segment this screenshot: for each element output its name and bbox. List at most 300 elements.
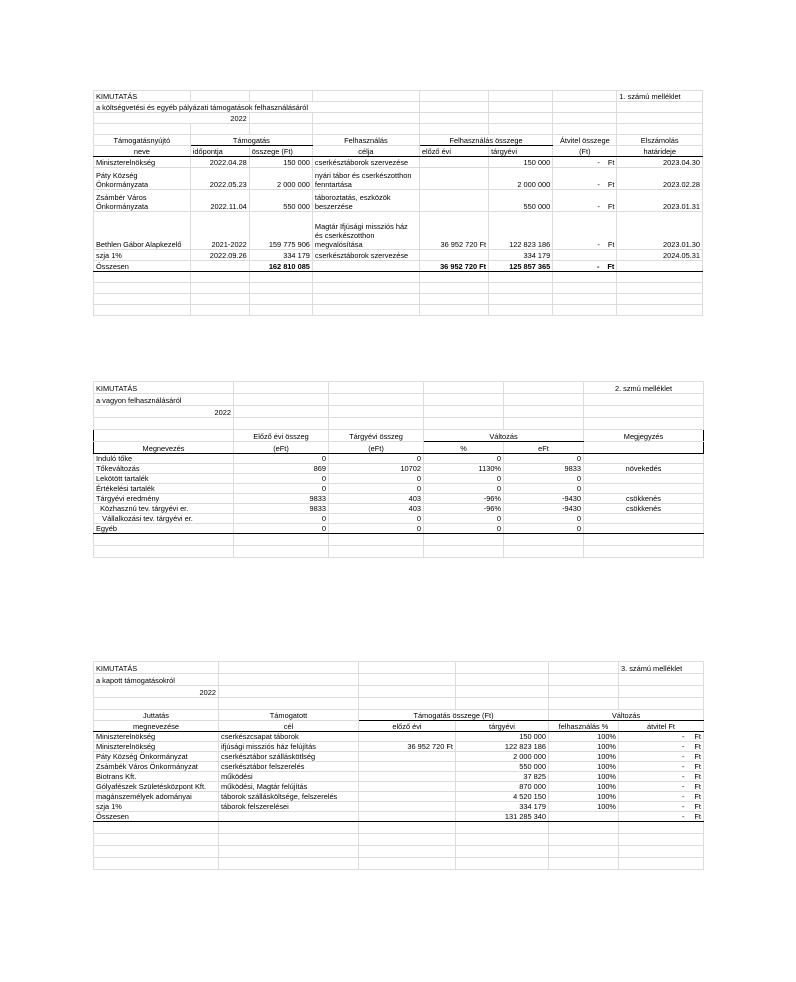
- table-cell: 37 825: [456, 772, 549, 782]
- table-cell: [584, 442, 704, 454]
- table-cell: [619, 686, 704, 698]
- t1-title: KIMUTATÁS: [94, 91, 191, 102]
- table-cell: [234, 534, 329, 546]
- table-cell: [617, 113, 703, 124]
- table-cell: 150 000: [456, 732, 549, 742]
- table-cell: [359, 858, 456, 870]
- table-cell: [219, 686, 359, 698]
- table-cell: [489, 294, 553, 305]
- table-row: [94, 406, 704, 418]
- table-row: [94, 305, 703, 316]
- table-cell: [504, 406, 584, 418]
- table-cell: 0: [329, 484, 424, 494]
- t2-h-note: Megjegyzés: [584, 430, 704, 442]
- table-cell: [312, 283, 419, 294]
- table-cell: [619, 762, 704, 772]
- t1-attachment: 1. számú melléklet: [617, 91, 703, 102]
- table-tamogatasok: [93, 90, 703, 316]
- table-cell: 9833: [234, 504, 329, 514]
- cell-text: -: [597, 158, 600, 167]
- table-cell: [190, 294, 249, 305]
- table-cell: [619, 792, 704, 802]
- table-row: [94, 698, 704, 710]
- table-cell: 403: [329, 494, 424, 504]
- table-cell: 100%: [549, 762, 619, 772]
- cell-text: Ft: [607, 262, 615, 271]
- table-cell: [553, 102, 617, 113]
- table-row: [94, 710, 704, 721]
- table-cell: 550 000: [249, 190, 312, 212]
- table-cell: [249, 113, 312, 124]
- table-cell: [489, 305, 553, 316]
- table-cell: [617, 294, 703, 305]
- table-cell: cserkésztáborok szervezése: [312, 157, 419, 168]
- table-cell: 159 775 906: [249, 212, 312, 250]
- table-cell: [94, 858, 219, 870]
- table-cell: [190, 283, 249, 294]
- table-row: [94, 157, 703, 168]
- table-row: [94, 732, 704, 742]
- table-cell: [424, 394, 504, 406]
- table-cell: 2022.05.23: [190, 168, 249, 190]
- table-cell: 9833: [504, 464, 584, 474]
- t1-h-deadline: határideje: [617, 146, 703, 157]
- t1-h-name: neve: [94, 146, 191, 157]
- table-cell: [489, 113, 553, 124]
- cell-text: -: [681, 812, 685, 821]
- table-cell: [584, 394, 704, 406]
- table-cell: [553, 113, 617, 124]
- table-cell: [219, 846, 359, 858]
- table-cell: [619, 732, 704, 742]
- table-cell: 0: [504, 524, 584, 534]
- table-cell: [619, 782, 704, 792]
- table-cell: Közhasznú tev. tárgyévi er.: [94, 504, 234, 514]
- table-cell: 2022.04.28: [190, 157, 249, 168]
- table-row: [94, 514, 704, 524]
- table-row: [94, 382, 704, 394]
- table-cell: 100%: [549, 732, 619, 742]
- table-cell: [94, 546, 234, 558]
- table-cell: [504, 534, 584, 546]
- table-cell: [329, 406, 424, 418]
- table-cell: [249, 272, 312, 283]
- table-cell: 100%: [549, 742, 619, 752]
- table-cell: [359, 822, 456, 834]
- table-cell: [549, 674, 619, 686]
- table-cell: [234, 406, 329, 418]
- table-row: [94, 858, 704, 870]
- table-cell: 2023.02.28: [617, 168, 703, 190]
- table-cell: [553, 283, 617, 294]
- table-cell: [619, 822, 704, 834]
- table-cell: 100%: [549, 782, 619, 792]
- t3-h-change: Változás: [549, 710, 704, 721]
- table-vagyon: [93, 381, 704, 558]
- table-row: [94, 686, 704, 698]
- table-cell: [94, 418, 234, 430]
- cell-text: -: [681, 782, 685, 791]
- total-row: [94, 261, 703, 272]
- table-cell: 334 179: [489, 250, 553, 261]
- table-cell: [249, 305, 312, 316]
- table-cell: 150 000: [489, 157, 553, 168]
- table-cell: [504, 382, 584, 394]
- cell-text: -: [681, 772, 685, 781]
- t3-attachment: 3. számú melléklet: [619, 662, 704, 674]
- table-row: [94, 772, 704, 782]
- t3-title: KIMUTATÁS: [94, 662, 219, 674]
- table-cell: [456, 698, 549, 710]
- table-cell: [94, 698, 219, 710]
- table-cell: [617, 102, 703, 113]
- table-cell: Zsámbér Város Önkormányzata: [94, 190, 191, 212]
- table-cell: 100%: [549, 802, 619, 812]
- t3-h-grant-name: megnevezése: [94, 721, 219, 732]
- cell-text: Ft: [607, 158, 615, 167]
- table-cell: [549, 846, 619, 858]
- table-cell: 100%: [549, 752, 619, 762]
- table-cell: [312, 91, 419, 102]
- table-cell: Vállalkozási tev. tárgyévi er.: [94, 514, 234, 524]
- t3-h-prev: előző évi: [359, 721, 456, 732]
- table-cell: [456, 846, 549, 858]
- table-cell: [619, 802, 704, 812]
- table-cell: [619, 752, 704, 762]
- cell-text: Ft: [607, 240, 615, 249]
- table-cell: 0: [424, 454, 504, 464]
- table-row: [94, 721, 704, 732]
- table-cell: [617, 272, 703, 283]
- table-cell: [553, 272, 617, 283]
- table-cell: 162 810 085: [249, 261, 312, 272]
- cell-text: Ft: [694, 752, 701, 761]
- t2-subtitle: a vagyon felhasználásáról: [94, 394, 234, 406]
- t3-h-transfer: átvitel Ft: [619, 721, 704, 732]
- table-cell: cserkésztáborok szervezése: [312, 250, 419, 261]
- table-cell: 0: [234, 474, 329, 484]
- table-cell: [456, 662, 549, 674]
- table-cell: 0: [329, 454, 424, 464]
- table-cell: [553, 190, 617, 212]
- table-cell: 0: [424, 484, 504, 494]
- table-cell: [419, 250, 488, 261]
- cell-text: Ft: [607, 202, 615, 211]
- table-row: [94, 135, 703, 146]
- t2-h-curr-unit: (eFt): [329, 442, 424, 454]
- table-cell: [359, 686, 456, 698]
- table-cell: [553, 168, 617, 190]
- table-cell: [549, 662, 619, 674]
- table-cell: 0: [504, 454, 584, 464]
- table-row: [94, 394, 704, 406]
- table-cell: [419, 272, 488, 283]
- table-row: [94, 146, 703, 157]
- table-cell: [617, 305, 703, 316]
- table-row: [94, 250, 703, 261]
- cell-text: Ft: [694, 802, 701, 811]
- cell-text: -: [681, 802, 685, 811]
- table-row: [94, 484, 704, 494]
- table-cell: [553, 124, 617, 135]
- table-cell: csökkenés: [584, 504, 704, 514]
- table-cell: 0: [329, 524, 424, 534]
- t2-h-curr: Tárgyévi összeg: [329, 430, 424, 442]
- table-cell: [312, 102, 419, 113]
- table-cell: [419, 283, 488, 294]
- table-cell: [219, 812, 359, 822]
- table-cell: szja 1%: [94, 802, 219, 812]
- table-cell: Miniszterelnökség: [94, 732, 219, 742]
- table-cell: [94, 272, 191, 283]
- t3-h-pct: felhasználás %: [549, 721, 619, 732]
- table-row: [94, 294, 703, 305]
- table-cell: [219, 858, 359, 870]
- cell-text: -: [681, 752, 685, 761]
- table-cell: Összesen: [94, 812, 219, 822]
- table-cell: [312, 124, 419, 135]
- table-cell: [419, 113, 488, 124]
- table-cell: Magtár Ifjúsági missziós ház és cserkészotthon megvalósítása: [312, 212, 419, 250]
- total-row: [94, 812, 704, 822]
- table-cell: [619, 858, 704, 870]
- table-cell: 36 952 720 Ft: [419, 212, 488, 250]
- table-cell: [419, 305, 488, 316]
- table-cell: [553, 294, 617, 305]
- table-cell: [584, 524, 704, 534]
- table-cell: 1130%: [424, 464, 504, 474]
- table-cell: -9430: [504, 504, 584, 514]
- table-cell: 2 000 000: [249, 168, 312, 190]
- table-cell: [94, 124, 191, 135]
- table-cell: [219, 662, 359, 674]
- table-cell: [359, 782, 456, 792]
- table-cell: Biotrans Kft.: [94, 772, 219, 782]
- table-cell: [359, 762, 456, 772]
- t1-year: 2022: [94, 113, 250, 124]
- table-cell: [94, 283, 191, 294]
- table-cell: nyári tábor és cserkészotthon fenntartása: [312, 168, 419, 190]
- table-row: [94, 430, 704, 442]
- table-cell: [617, 124, 703, 135]
- table-cell: [219, 834, 359, 846]
- cell-text: -: [597, 202, 600, 211]
- table-cell: szja 1%: [94, 250, 191, 261]
- cell-text: -: [681, 742, 685, 751]
- cell-text: -: [681, 762, 685, 771]
- table-cell: [489, 283, 553, 294]
- table-cell: [190, 261, 249, 272]
- table-cell: [94, 430, 234, 442]
- table-cell: működési: [219, 772, 359, 782]
- table-cell: 2022.11.04: [190, 190, 249, 212]
- table-row: [94, 752, 704, 762]
- table-cell: [619, 846, 704, 858]
- table-cell: [619, 698, 704, 710]
- table-cell: [553, 250, 617, 261]
- table-cell: [617, 283, 703, 294]
- t3-h-curr: tárgyévi: [456, 721, 549, 732]
- table-cell: 550 000: [456, 762, 549, 772]
- table-cell: Bethlen Gábor Alapkezelő: [94, 212, 191, 250]
- table-cell: 2021-2022: [190, 212, 249, 250]
- t2-h-eft: eFt: [504, 442, 584, 454]
- t1-h-prev: előző évi: [419, 146, 488, 157]
- table-cell: 0: [424, 474, 504, 484]
- table-cell: [329, 394, 424, 406]
- table-cell: [553, 261, 617, 272]
- table-cell: [504, 546, 584, 558]
- table-cell: [190, 272, 249, 283]
- table-cell: [190, 91, 249, 102]
- table-cell: 0: [234, 524, 329, 534]
- table-cell: [249, 124, 312, 135]
- table-cell: 125 857 365: [489, 261, 553, 272]
- cell-text: Ft: [694, 812, 701, 821]
- table-cell: [549, 686, 619, 698]
- table-cell: [584, 418, 704, 430]
- table-cell: [419, 168, 488, 190]
- table-cell: [312, 113, 419, 124]
- table-cell: Induló tőke: [94, 454, 234, 464]
- table-cell: [219, 674, 359, 686]
- table-cell: 0: [424, 514, 504, 524]
- table-cell: [312, 261, 419, 272]
- table-row: [94, 474, 704, 484]
- t2-h-prev: Előző évi összeg: [234, 430, 329, 442]
- t1-h-date: időpontja: [190, 146, 249, 157]
- table-cell: cserkészcsapat táborok: [219, 732, 359, 742]
- table-cell: 36 952 720 Ft: [359, 742, 456, 752]
- table-row: [94, 674, 704, 686]
- t3-year: 2022: [94, 686, 219, 698]
- table-cell: [249, 91, 312, 102]
- table-row: [94, 524, 704, 534]
- table-cell: [94, 534, 234, 546]
- t2-h-prev-unit: (eFt): [234, 442, 329, 454]
- table-cell: [553, 91, 617, 102]
- table-row: [94, 283, 703, 294]
- table-cell: [489, 91, 553, 102]
- table-cell: [584, 484, 704, 494]
- table-cell: [234, 546, 329, 558]
- table-row: [94, 846, 704, 858]
- t1-h-settlement: Elszámolás: [617, 135, 703, 146]
- table-row: [94, 91, 703, 102]
- table-cell: 10702: [329, 464, 424, 474]
- table-cell: csökkenés: [584, 494, 704, 504]
- t2-attachment: 2. szmú melléklet: [584, 382, 704, 394]
- table-cell: 2 000 000: [489, 168, 553, 190]
- t1-h-amount: összege (Ft): [249, 146, 312, 157]
- table-cell: 100%: [549, 792, 619, 802]
- table-cell: [419, 91, 488, 102]
- cell-text: -: [596, 262, 600, 271]
- table-cell: [489, 272, 553, 283]
- table-cell: 122 823 186: [456, 742, 549, 752]
- table-cell: 2023.04.30: [617, 157, 703, 168]
- cell-text: -: [597, 240, 600, 249]
- table-cell: Miniszterelnökség: [94, 742, 219, 752]
- table-cell: 0: [329, 474, 424, 484]
- table-row: [94, 454, 704, 464]
- table-cell: 870 000: [456, 782, 549, 792]
- cell-text: -: [597, 180, 600, 189]
- t1-subtitle: a költségvetési és egyéb pályázati támogatások felhasználásáról: [94, 102, 313, 113]
- table-row: [94, 102, 703, 113]
- table-row: [94, 113, 703, 124]
- table-row: [94, 534, 704, 546]
- t2-title: KIMUTATÁS: [94, 382, 234, 394]
- t1-h-curr: tárgyévi: [489, 146, 553, 157]
- table-cell: táboroztatás, eszközök beszerzése: [312, 190, 419, 212]
- t1-h-usage-amount: Felhasználás összege: [419, 135, 552, 146]
- table-cell: 2023.01.31: [617, 190, 703, 212]
- table-cell: 334 179: [249, 250, 312, 261]
- table-cell: [456, 674, 549, 686]
- table-cell: [489, 102, 553, 113]
- table-cell: Tárgyévi eredmény: [94, 494, 234, 504]
- table-cell: [553, 157, 617, 168]
- table-cell: [359, 834, 456, 846]
- cell-text: -: [681, 792, 685, 801]
- table-cell: 4 520 150: [456, 792, 549, 802]
- table-cell: 0: [234, 454, 329, 464]
- table-row: [94, 834, 704, 846]
- table-row: [94, 418, 704, 430]
- table-cell: [94, 846, 219, 858]
- table-cell: 2022.09.26: [190, 250, 249, 261]
- table-cell: [584, 546, 704, 558]
- table-cell: Egyéb: [94, 524, 234, 534]
- table-cell: [329, 534, 424, 546]
- table-row: [94, 802, 704, 812]
- table-cell: 131 285 340: [456, 812, 549, 822]
- table-cell: 36 952 720 Ft: [419, 261, 488, 272]
- table-row: [94, 742, 704, 752]
- table-cell: 2 000 000: [456, 752, 549, 762]
- table-cell: 150 000: [249, 157, 312, 168]
- table-cell: [219, 698, 359, 710]
- table-cell: [619, 834, 704, 846]
- table-cell: [94, 294, 191, 305]
- table-cell: [249, 283, 312, 294]
- table-cell: ifjúsági missziós ház felújítás: [219, 742, 359, 752]
- table-row: [94, 442, 704, 454]
- table-cell: táborok szállásköltsége, felszerelés: [219, 792, 359, 802]
- table-cell: 0: [329, 514, 424, 524]
- t3-h-goal: Támogatott: [219, 710, 359, 721]
- t1-h-support: Támogatás: [190, 135, 312, 146]
- table-cell: [424, 382, 504, 394]
- t2-h-name: Megnevezés: [94, 442, 234, 454]
- t3-subtitle: a kapott támogatásokról: [94, 674, 219, 686]
- table-cell: -9430: [504, 494, 584, 504]
- table-cell: Páty Község Önkormányzat: [94, 752, 219, 762]
- cell-text: Ft: [694, 782, 701, 791]
- table-cell: 0: [504, 484, 584, 494]
- table-cell: [549, 858, 619, 870]
- table-row: [94, 822, 704, 834]
- table-cell: [359, 846, 456, 858]
- table-cell: [419, 190, 488, 212]
- table-row: [94, 546, 704, 558]
- table-cell: [359, 812, 456, 822]
- table-row: [94, 124, 703, 135]
- table-row: [94, 662, 704, 674]
- table-cell: [312, 294, 419, 305]
- table-cell: [619, 742, 704, 752]
